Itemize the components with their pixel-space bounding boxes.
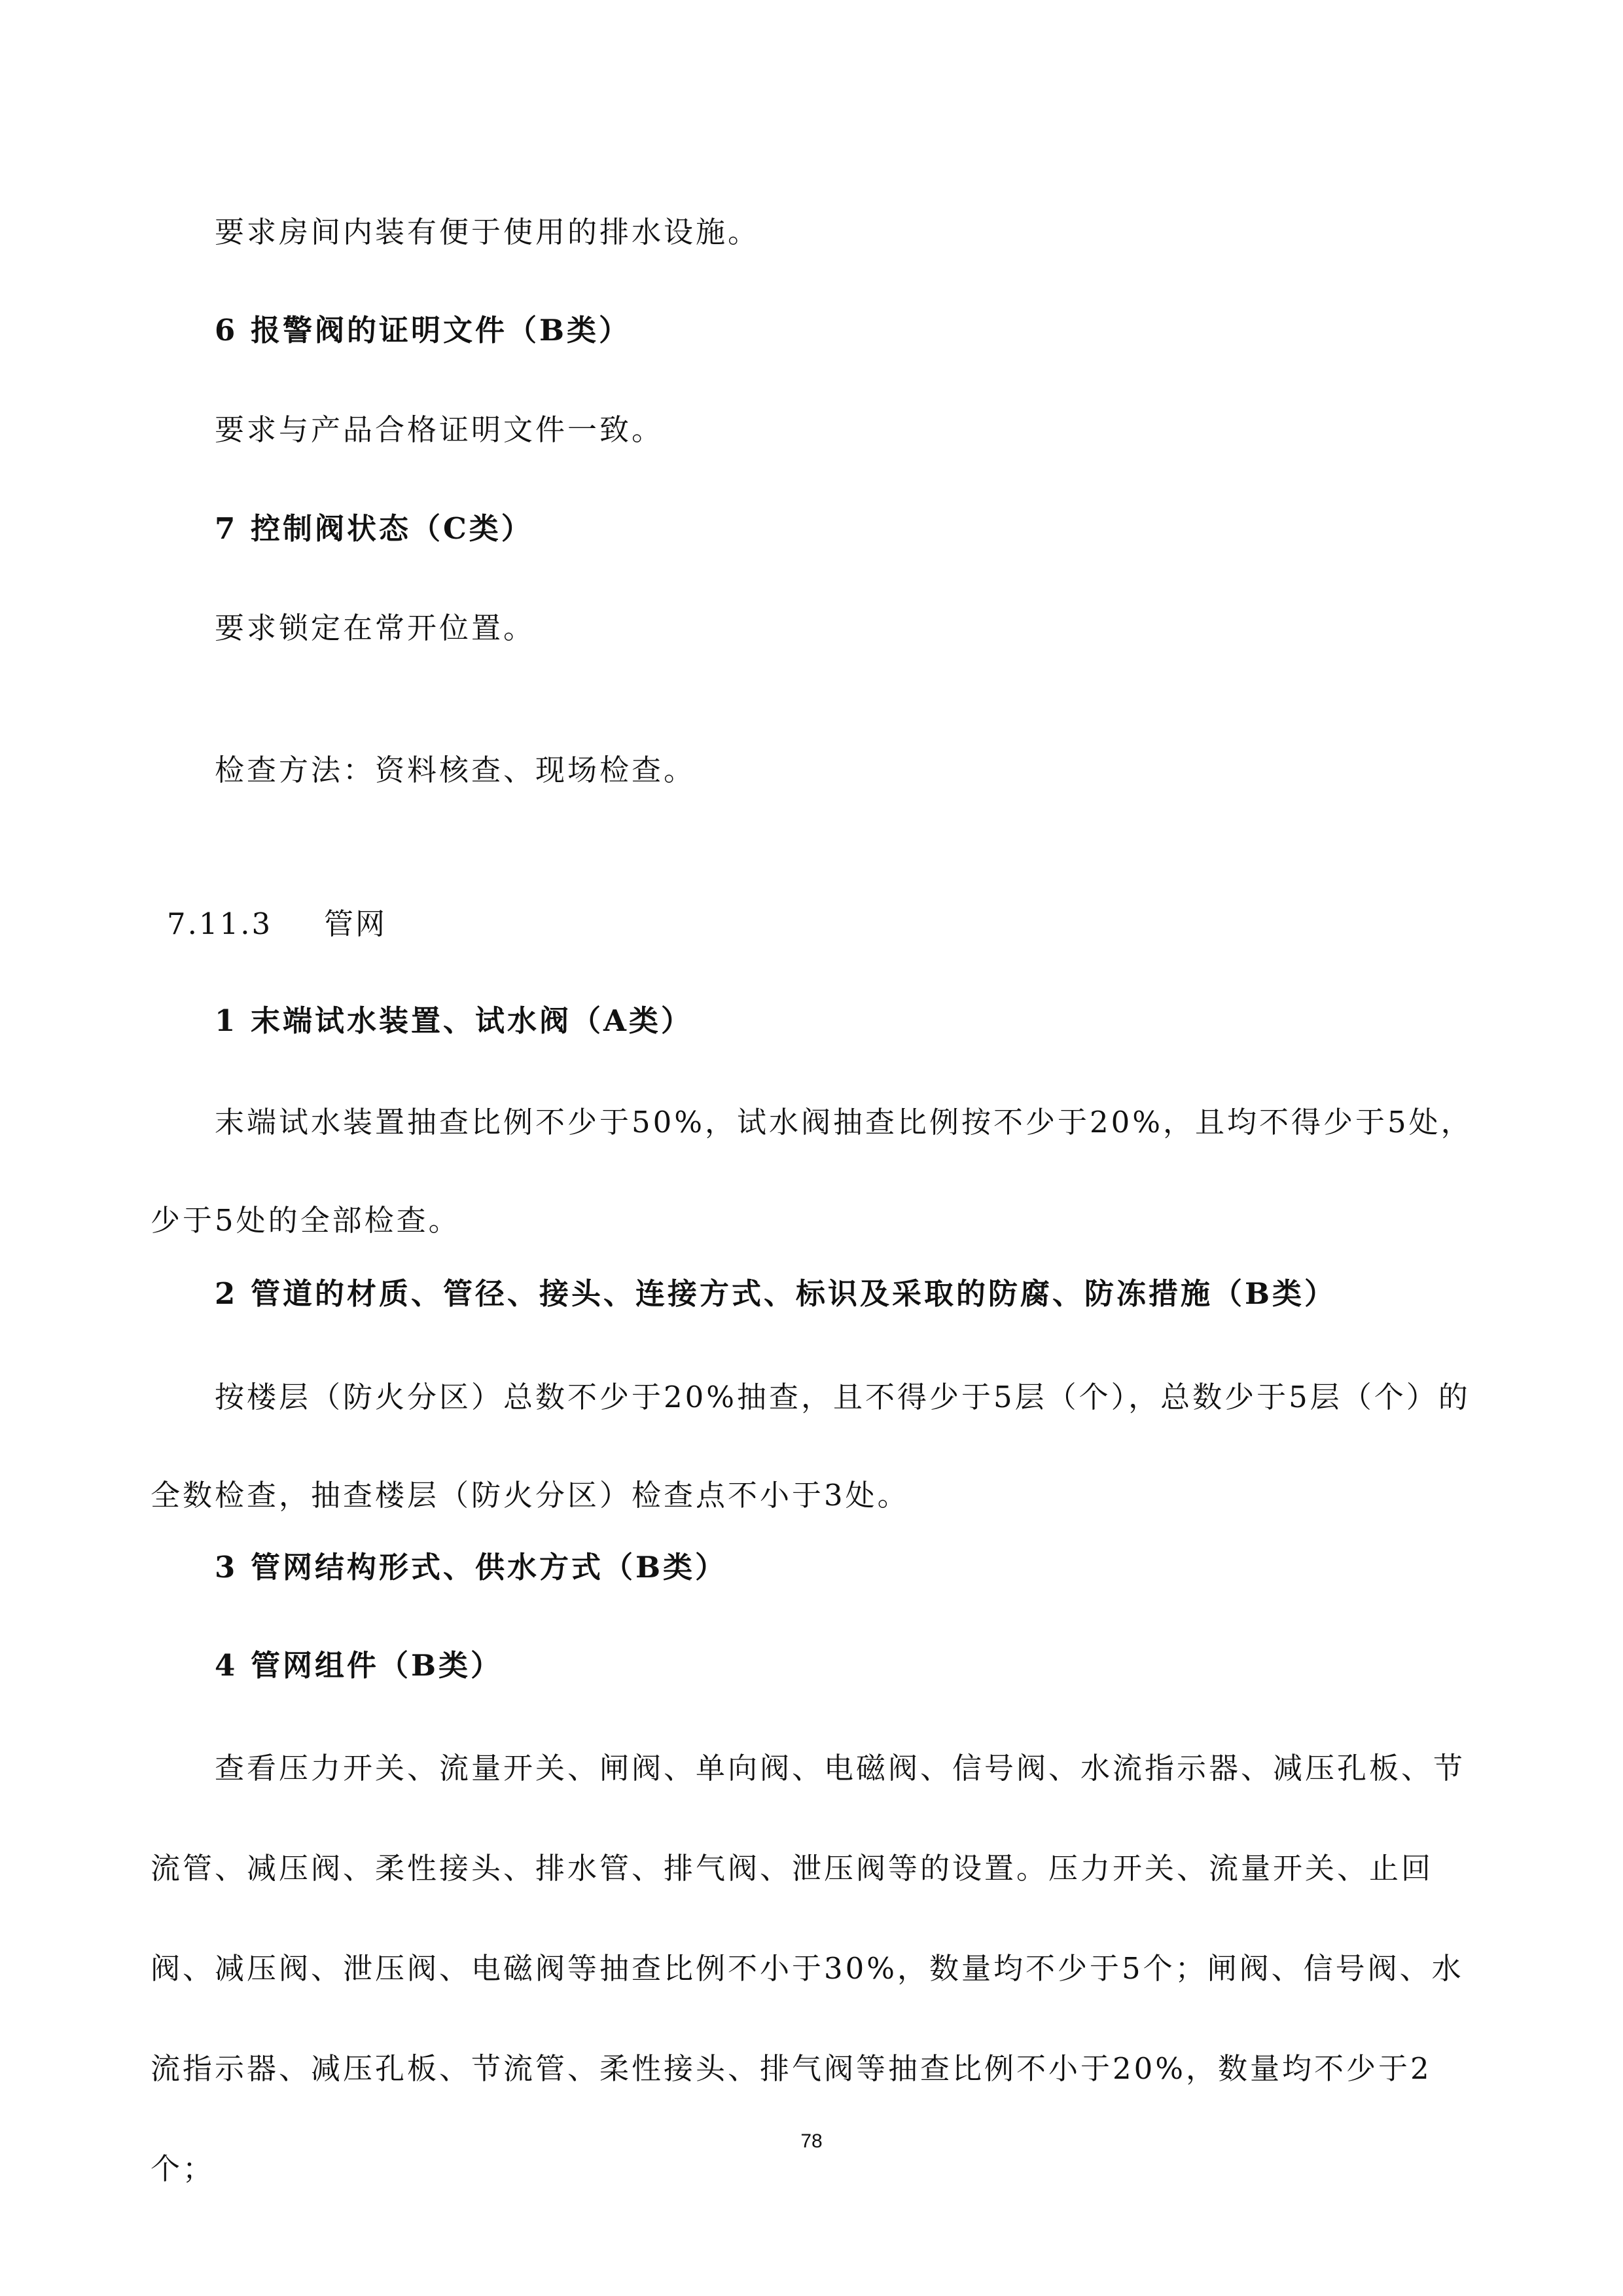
- section-title: 管网: [324, 906, 387, 941]
- paragraph-pipe-material: 按楼层（防火分区）总数不少于20%抽查，且不得少于5层（个），总数少于5层（个）的全数检查，抽查楼层（防火分区）检查点不小于3处。: [151, 1380, 1471, 1513]
- heading-control-valve-state: 7 控制阀状态（C类）: [215, 511, 533, 546]
- heading-end-test-device: 1 末端试水装置、试水阀（A类）: [215, 1003, 693, 1038]
- paragraph-alarm-valve-docs: 要求与产品合格证明文件一致。: [215, 412, 664, 447]
- paragraph-check-method: 检查方法：资料核查、现场检查。: [215, 753, 696, 787]
- heading-pipe-material: 2 管道的材质、管径、接头、连接方式、标识及采取的防腐、防冻措施（B类）: [215, 1276, 1337, 1311]
- paragraph-control-valve-state: 要求锁定在常开位置。: [215, 611, 536, 645]
- heading-network-components: 4 管网组件（B类）: [215, 1648, 503, 1683]
- paragraph-drainage: 要求房间内装有便于使用的排水设施。: [215, 215, 760, 249]
- paragraph-end-test-device: 末端试水装置抽查比例不少于50%，试水阀抽查比例按不少于20%，且均不得少于5处，少于5处的全部检查。: [151, 1105, 1473, 1238]
- paragraph-network-components: 查看压力开关、流量开关、闸阀、单向阀、电磁阀、信号阀、水流指示器、减压孔板、节流管、减压阀、柔性接头、排水管、排气阀、泄压阀等的设置。压力开关、流量开关、止回阀、减压阀、泄压阀、电磁阀等抽查比例不小于30%，数量均不少于5个；闸阀、信号阀、水流指示器、减压孔板、节流管、柔性接头、排气阀等抽查比例不小于20%，数量均不少于2个；: [151, 1751, 1466, 2186]
- page-number: 78: [800, 2130, 823, 2152]
- section-heading: [167, 898, 387, 950]
- section-number: 7.11.3: [167, 906, 273, 941]
- heading-alarm-valve-docs: 6 报警阀的证明文件（B类）: [215, 313, 632, 348]
- heading-network-structure: 3 管网结构形式、供水方式（B类）: [215, 1550, 728, 1585]
